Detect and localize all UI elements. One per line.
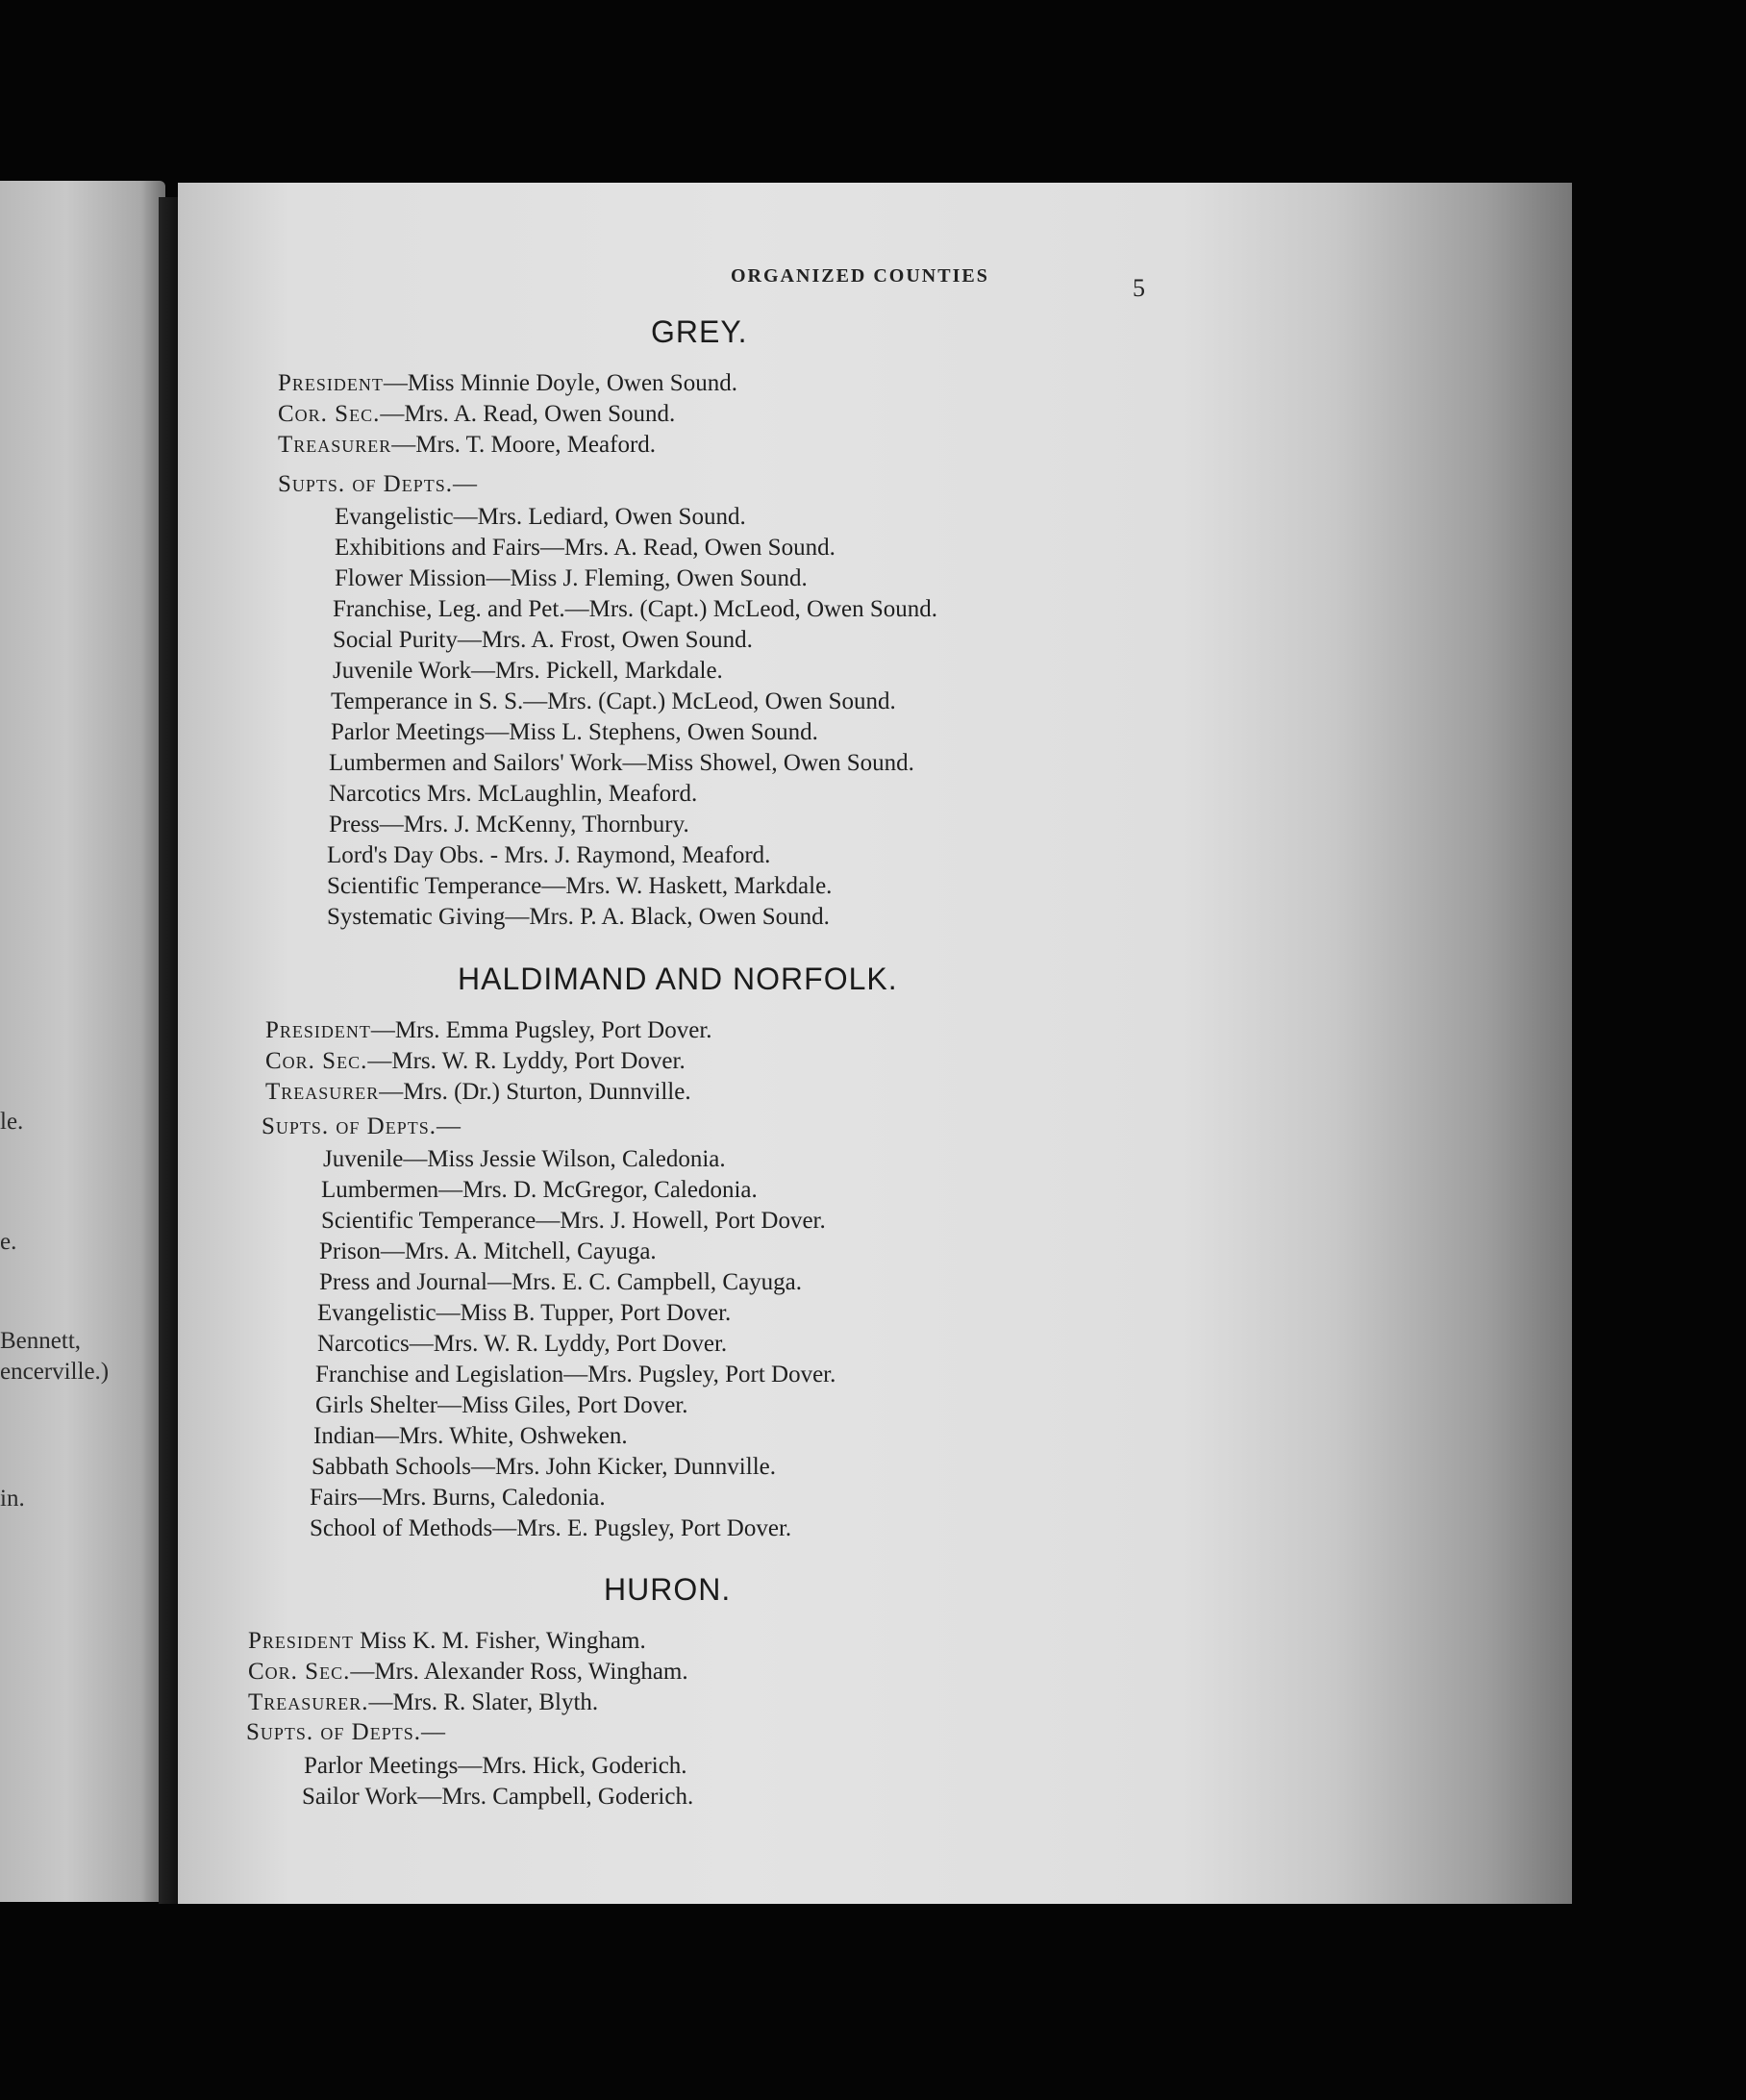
officer-president [278, 370, 737, 397]
officer-name: —Mrs. Emma Pugsley, Port Dover. [370, 1017, 712, 1043]
officer-cor-sec [278, 401, 675, 428]
left-page-fragment: in. [0, 1486, 25, 1512]
dept-item: Fairs—Mrs. Burns, Caledonia. [310, 1485, 606, 1511]
dept-item: Sabbath Schools—Mrs. John Kicker, Dunnville. [312, 1454, 776, 1480]
officer-role: Cor. Sec. [278, 401, 381, 427]
dept-item: Indian—Mrs. White, Oshweken. [313, 1423, 628, 1449]
officer-treasurer [278, 432, 656, 459]
dept-item: Lord's Day Obs. - Mrs. J. Raymond, Meaford. [327, 842, 771, 868]
officer-cor-sec [265, 1048, 686, 1075]
left-page-fragment: Bennett, [0, 1328, 82, 1354]
dept-item: Franchise and Legislation—Mrs. Pugsley, Port Dover. [315, 1362, 836, 1388]
county-heading-huron: HURON. [604, 1572, 732, 1607]
officer-role: President [248, 1628, 354, 1654]
officer-name: —Mrs. A. Read, Owen Sound. [380, 401, 676, 427]
dept-item: Flower Mission—Miss J. Fleming, Owen Sound. [335, 565, 808, 591]
supts-label: Supts. of Depts.— [278, 471, 478, 497]
dept-item: Sailor Work—Mrs. Campbell, Goderich. [302, 1784, 694, 1810]
dept-item: Girls Shelter—Miss Giles, Port Dover. [315, 1392, 688, 1418]
right-page [178, 183, 1572, 1904]
officer-role: Cor. Sec. [248, 1659, 351, 1685]
supts-label: Supts. of Depts.— [246, 1719, 446, 1745]
dept-item: School of Methods—Mrs. E. Pugsley, Port Dover. [310, 1515, 792, 1541]
officer-president [265, 1017, 712, 1044]
dept-item: Narcotics Mrs. McLaughlin, Meaford. [329, 781, 698, 807]
dept-item: Parlor Meetings—Mrs. Hick, Goderich. [304, 1753, 687, 1779]
dept-item: Juvenile Work—Mrs. Pickell, Markdale. [333, 658, 723, 684]
officer-role: President [278, 370, 384, 396]
supts-label: Supts. of Depts.— [262, 1113, 461, 1139]
dept-item: Scientific Temperance—Mrs. J. Howell, Port Dover. [321, 1208, 826, 1234]
running-head: ORGANIZED COUNTIES [731, 265, 989, 287]
officer-role: Treasurer [265, 1079, 380, 1105]
officer-name: —Mrs. R. Slater, Blyth. [368, 1689, 599, 1715]
officer-role: President [265, 1017, 371, 1043]
dept-item: Social Purity—Mrs. A. Frost, Owen Sound. [333, 627, 753, 653]
dept-item: Parlor Meetings—Miss L. Stephens, Owen Sound. [331, 719, 818, 745]
left-page-fragment: encerville.) [0, 1359, 110, 1385]
officer-cor-sec [248, 1659, 688, 1686]
left-page [0, 181, 165, 1902]
dept-item: Press—Mrs. J. McKenny, Thornbury. [329, 812, 689, 838]
dept-item: Scientific Temperance—Mrs. W. Haskett, Markdale. [327, 873, 833, 899]
left-page-fragment: le. [0, 1109, 24, 1135]
county-heading-haldimand-norfolk: HALDIMAND AND NORFOLK. [458, 962, 898, 996]
officer-role: Treasurer. [248, 1689, 369, 1715]
officer-name: —Miss Minnie Doyle, Owen Sound. [383, 370, 737, 396]
officer-role: Treasurer [278, 432, 392, 458]
officer-treasurer [248, 1689, 598, 1716]
dept-item: Evangelistic—Mrs. Lediard, Owen Sound. [335, 504, 746, 530]
officer-president [248, 1628, 646, 1655]
dept-item: Exhibitions and Fairs—Mrs. A. Read, Owen Sound. [335, 535, 836, 561]
officer-role: Cor. Sec. [265, 1048, 368, 1074]
page-number: 5 [1133, 274, 1145, 302]
dept-item: Systematic Giving—Mrs. P. A. Black, Owen Sound. [327, 904, 830, 930]
officer-name: —Mrs. W. R. Lyddy, Port Dover. [367, 1048, 686, 1074]
dept-item: Lumbermen—Mrs. D. McGregor, Caledonia. [321, 1177, 758, 1203]
left-page-fragment: e. [0, 1229, 17, 1255]
county-heading-grey: GREY. [651, 314, 748, 349]
dept-item: Press and Journal—Mrs. E. C. Campbell, Cayuga. [319, 1269, 803, 1295]
dept-item: Narcotics—Mrs. W. R. Lyddy, Port Dover. [317, 1331, 728, 1357]
dept-item: Lumbermen and Sailors' Work—Miss Showel, Owen Sound. [329, 750, 914, 776]
officer-name: Miss K. M. Fisher, Wingham. [353, 1628, 646, 1654]
dept-item: Evangelistic—Miss B. Tupper, Port Dover. [317, 1300, 732, 1326]
dept-item: Temperance in S. S.—Mrs. (Capt.) McLeod, Owen Sound. [331, 688, 896, 714]
officer-name: —Mrs. Alexander Ross, Wingham. [350, 1659, 688, 1685]
officer-name: —Mrs. (Dr.) Sturton, Dunnville. [379, 1079, 691, 1105]
dept-item: Juvenile—Miss Jessie Wilson, Caledonia. [323, 1146, 726, 1172]
officer-name: —Mrs. T. Moore, Meaford. [391, 432, 657, 458]
dept-item: Franchise, Leg. and Pet.—Mrs. (Capt.) McLeod, Owen Sound. [333, 596, 938, 622]
officer-treasurer [265, 1079, 691, 1106]
dept-item: Prison—Mrs. A. Mitchell, Cayuga. [319, 1238, 657, 1264]
